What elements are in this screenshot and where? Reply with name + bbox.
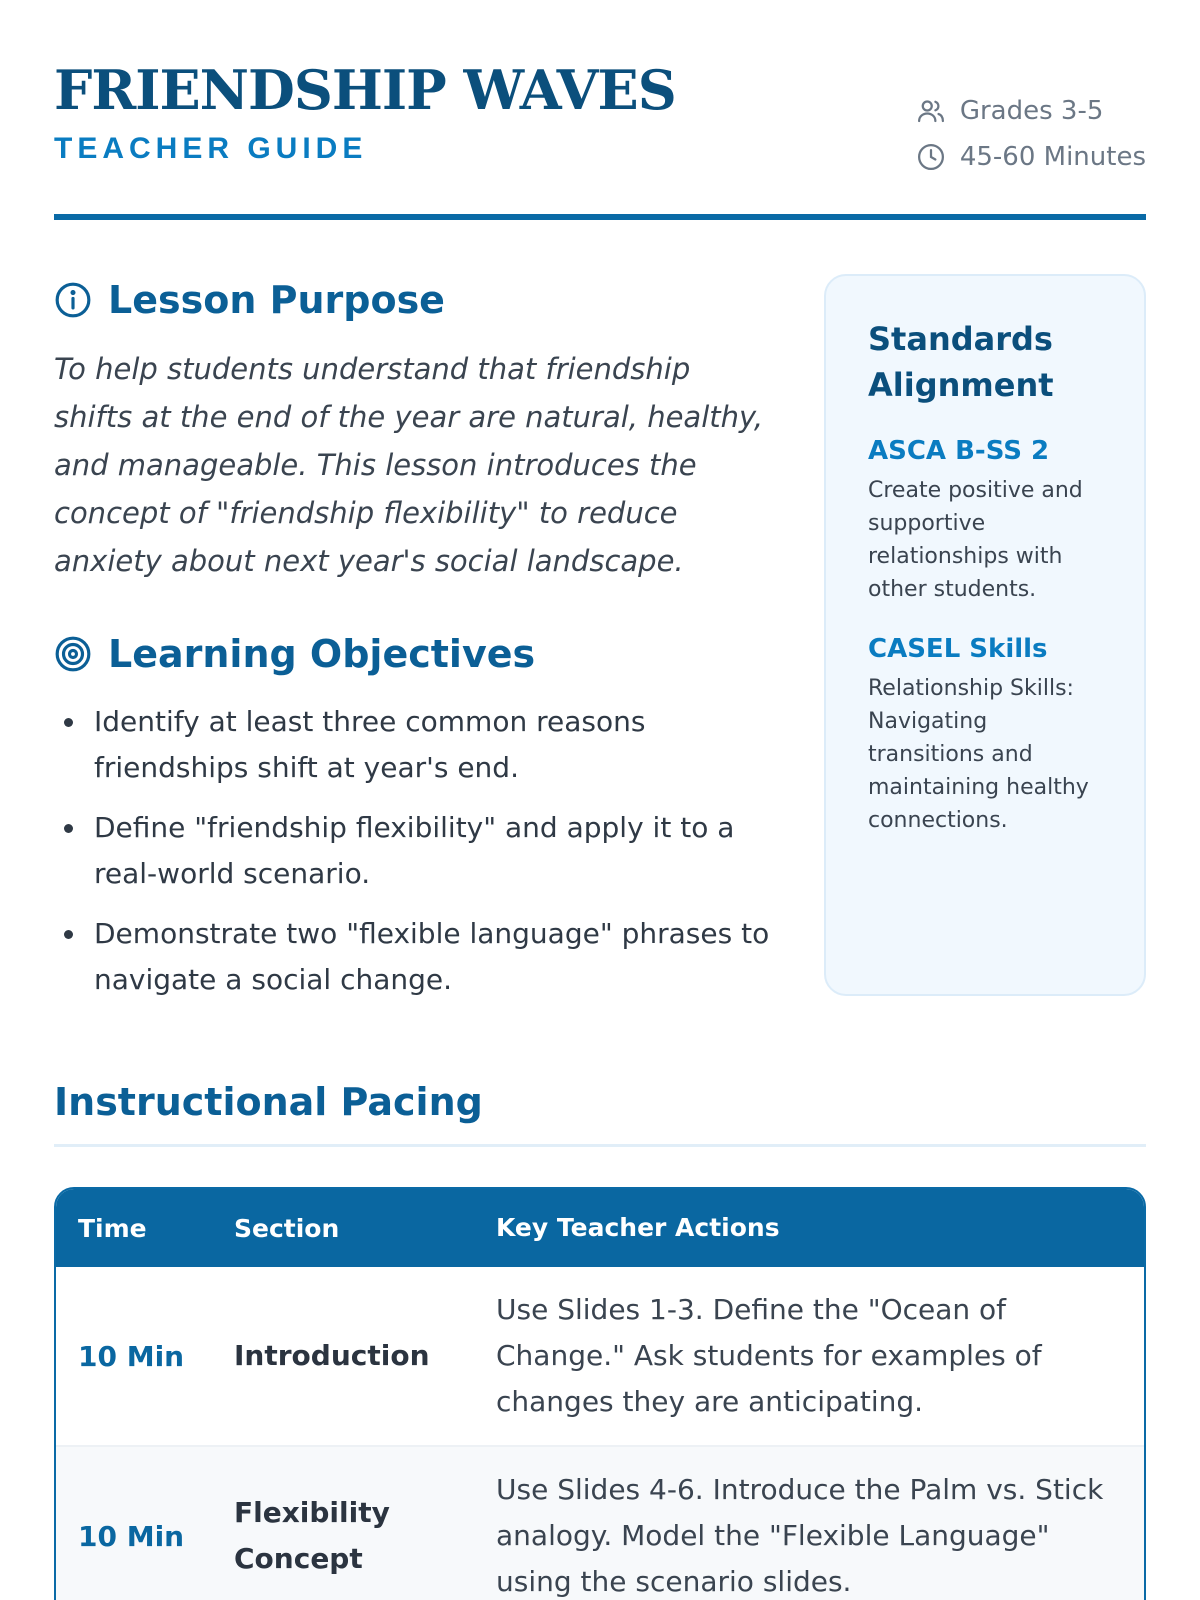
objectives-list: [54, 699, 774, 1003]
row-time: 10 Min: [78, 1519, 185, 1553]
duration-meta: [916, 134, 1146, 180]
objective-item: Demonstrate two "flexible language" phrases to navigate a social change.: [54, 911, 774, 1003]
page-header: [54, 0, 1146, 220]
purpose-heading-text: Lesson Purpose: [108, 278, 445, 322]
row-actions: Use Slides 4-6. Introduce the Palm vs. Stick analogy. Model the "Flexible Language" using the scenario slides.: [496, 1473, 1104, 1598]
standards-title: Standards Alignment: [868, 320, 1054, 404]
standard-item: [868, 436, 1120, 606]
lesson-overview: [54, 275, 774, 1017]
row-section: Introduction: [234, 1339, 430, 1372]
standard-code: ASCA B-SS 2: [868, 436, 1050, 466]
column-header-actions: Key Teacher Actions: [496, 1213, 780, 1242]
table-row: [56, 1447, 1144, 1600]
row-section: Flexibility Concept: [234, 1496, 390, 1575]
page-subtitle: TEACHER GUIDE: [54, 132, 368, 165]
row-actions: Use Slides 1-3. Define the "Ocean of Change." Ask students for examples of changes they are anticipating.: [496, 1293, 1042, 1418]
lesson-meta: [916, 88, 1146, 180]
purpose-text: To help students understand that friendship shifts at the end of the year are natural, healthy, and manageable. This lesson introduces the concept of "friendship flexibility" to reduce anxiety about next year's social landscape.: [54, 352, 764, 578]
purpose-heading: [54, 275, 774, 325]
grades-meta: [916, 88, 1146, 134]
pacing-section: [54, 1080, 1146, 1600]
standard-item: [868, 634, 1120, 837]
standard-description: Create positive and supportive relationships with other students.: [868, 478, 1083, 602]
column-header-section: Section: [234, 1213, 340, 1243]
objectives-heading: [54, 629, 774, 679]
grades-text: Grades 3-5: [959, 96, 1104, 126]
duration-text: 45-60 Minutes: [959, 142, 1146, 172]
objective-item: Identify at least three common reasons friendships shift at year's end.: [54, 699, 774, 791]
info-icon: [54, 281, 92, 319]
standards-panel: [824, 274, 1146, 996]
section-divider: [54, 1144, 1146, 1147]
objectives-heading-text: Learning Objectives: [108, 632, 536, 676]
table-row: [56, 1267, 1144, 1447]
pacing-heading: Instructional Pacing: [54, 1080, 483, 1124]
objective-item: Define "friendship flexibility" and apply it to a real-world scenario.: [54, 805, 774, 897]
overview-section: [54, 220, 1146, 1050]
target-icon: [54, 635, 92, 673]
users-icon: [916, 96, 946, 126]
clock-icon: [916, 142, 946, 172]
row-time: 10 Min: [78, 1339, 185, 1373]
standard-code: CASEL Skills: [868, 634, 1048, 664]
pacing-table: [54, 1187, 1146, 1600]
column-header-time: Time: [78, 1213, 147, 1243]
table-header: [56, 1189, 1144, 1267]
standard-description: Relationship Skills: Navigating transitions and maintaining healthy connections.: [868, 676, 1089, 833]
page-title: FRIENDSHIP WAVES: [54, 58, 676, 122]
